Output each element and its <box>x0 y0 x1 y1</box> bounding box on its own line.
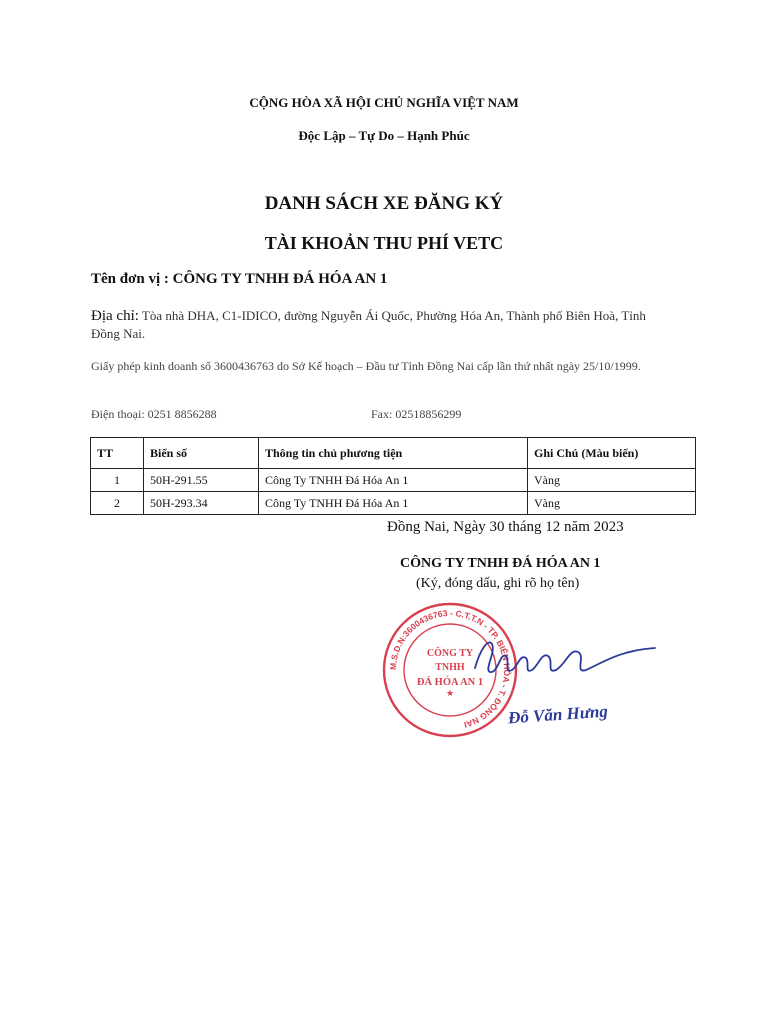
vehicle-table <box>90 437 696 515</box>
table-row <box>91 492 696 515</box>
signing-date: Đồng Nai, Ngày 30 tháng 12 năm 2023 <box>387 519 624 535</box>
document-title: DANH SÁCH XE ĐĂNG KÝ <box>264 193 504 214</box>
cell-tt: 2 <box>91 492 144 515</box>
stamp-line-3: ĐÁ HÓA AN 1 <box>416 677 484 688</box>
business-license: Giấy phép kinh doanh số 3600436763 do Sở Kế hoạch – Đầu tư Tỉnh Đồng Nai cấp lần thứ nhất ngày 25/10/1999. <box>91 359 641 373</box>
cell-note: Vàng <box>528 492 696 515</box>
document-subtitle: TÀI KHOẢN THU PHÍ VETC <box>264 233 504 253</box>
signature-instruction: (Ký, đóng dấu, ghi rõ họ tên) <box>416 576 580 591</box>
national-title: CỘNG HÒA XÃ HỘI CHỦ NGHĨA VIỆT NAM <box>249 95 519 110</box>
address-line <box>91 307 671 343</box>
cell-owner: Công Ty TNHH Đá Hóa An 1 <box>259 492 528 515</box>
national-motto: Độc Lập – Tự Do – Hạnh Phúc <box>298 128 470 143</box>
phone-number: Điện thoại: 0251 8856288 <box>91 407 217 421</box>
column-header-plate: Biển số <box>144 438 259 469</box>
stamp-line-2: TNHH <box>435 662 465 673</box>
column-header-note: Ghi Chú (Màu biển) <box>528 438 696 469</box>
unit-line <box>91 271 387 288</box>
cell-tt: 1 <box>91 469 144 492</box>
table-row <box>91 469 696 492</box>
table-header-row <box>91 438 696 469</box>
unit-name: CÔNG TY TNHH ĐÁ HÓA AN 1 <box>172 271 388 287</box>
handwritten-signature <box>470 630 660 690</box>
cell-plate: 50H-293.34 <box>144 492 259 515</box>
signature-stroke <box>475 642 655 672</box>
cell-plate: 50H-291.55 <box>144 469 259 492</box>
unit-label: Tên đơn vị : <box>91 271 169 287</box>
address-value: Tòa nhà DHA, C1-IDICO, đường Nguyễn Ái Quốc, Phường Hóa An, Thành phố Biên Hoà, Tỉnh Đồng Nai. <box>91 308 646 341</box>
fax-number: Fax: 02518856299 <box>371 407 462 421</box>
signature-company: CÔNG TY TNHH ĐÁ HÓA AN 1 <box>400 556 601 571</box>
signer-name: Đỗ Văn Hưng <box>507 701 609 728</box>
cell-note: Vàng <box>528 469 696 492</box>
stamp-ring-text: M.S.D.N:3600436763 - C.T.T.N - TP. BIÊN HÒA - T. ĐỒNG NAI <box>387 607 513 731</box>
column-header-tt: TT <box>91 438 144 469</box>
stamp-line-1: CÔNG TY <box>426 648 474 659</box>
column-header-owner: Thông tin chủ phương tiện <box>259 438 528 469</box>
cell-owner: Công Ty TNHH Đá Hóa An 1 <box>259 469 528 492</box>
address-label: Địa chỉ: <box>91 308 139 324</box>
stamp-star-icon: ★ <box>445 688 455 698</box>
